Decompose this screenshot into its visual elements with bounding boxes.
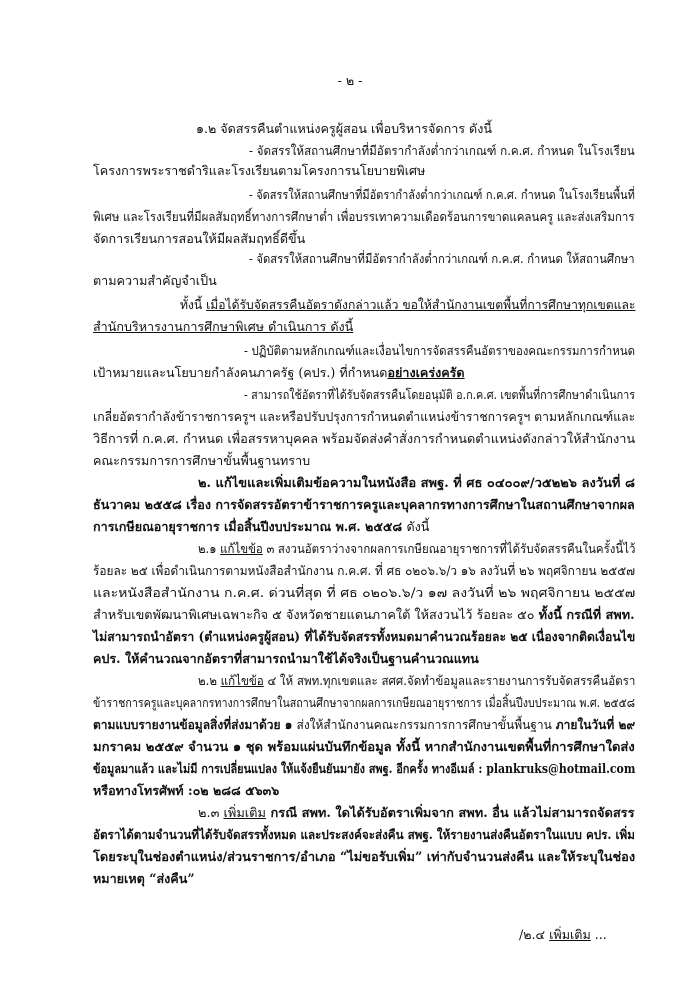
- text-segment: อัตราได้ตามจำนวนที่ได้รับจัดสรรทั้งหมด และประสงค์จะส่งคืน สพฐ. ให้รายงานส่งคืนอัตราในแบบ คปร. เพิ่ม: [93, 827, 635, 842]
- text-line: [93, 870, 195, 888]
- text-segment: - จัดสรรให้สถานศึกษาที่มีอัตรากำลังต่ำกว่าเกณฑ์ ก.ค.ศ. กำหนด ในโรงเรียนพื้นที่: [249, 187, 635, 202]
- page-number: - ๒ -: [337, 73, 363, 88]
- text-line: [244, 386, 635, 404]
- text-segment: แก้ไขข้อ: [220, 541, 263, 556]
- text-line: [198, 540, 635, 558]
- text-segment: วิธีการที่ ก.ค.ศ. กำหนด เพื่อสรรหาบุคคล พร้อมจัดส่งคำสั่งการกำหนดตำแหน่งดังกล่าวให้สำนักงาน: [93, 431, 636, 446]
- text-segment: เพิ่มเติม: [549, 927, 591, 942]
- text-segment: เป้าหมายและนโยบายกำลังคนภาครัฐ (คปร.) ที่กำหนด: [93, 365, 388, 380]
- text-segment: ดังนี้: [406, 519, 430, 534]
- text-line: [93, 318, 353, 336]
- text-line: [93, 562, 635, 580]
- text-line: [249, 186, 635, 204]
- text-segment: ตามแบบรายงานข้อมูลสิ่งที่ส่งมาด้วย ๑: [93, 717, 297, 732]
- text-segment: ทั้งนี้: [180, 297, 207, 312]
- text-segment: ๔ ให้ สพท.ทุกเขตและ สศศ.จัดทำข้อมูลและรายงานการรับจัดสรรคืนอัตรา: [263, 673, 636, 688]
- text-segment: อย่างเคร่งครัด: [387, 365, 465, 380]
- text-segment: เกลี่ยอัตรากำลังข้าราชการครูฯ และหรือปรับปรุงการกำหนดตำแหน่งข้าราชการครูฯ ตามหลักเกณฑ์และ: [93, 409, 636, 424]
- text-line: [93, 364, 465, 382]
- text-segment: คปร. ให้คำนวณจากอัตราที่สามารถนำมาใช้ได้จริงเป็นฐานคำนวณแทน: [93, 651, 479, 666]
- text-line: [198, 474, 635, 492]
- text-line: [93, 716, 635, 734]
- text-segment: สำหรับเขตพัฒนาพิเศษเฉพาะกิจ ๕ จังหวัดชายแดนภาคใต้ ให้สงวนไว้ ร้อยละ ๕๐: [93, 607, 539, 622]
- text-segment: ๑.๒ จัดสรรคืนตำแหน่งครูผู้สอน เพื่อบริหารจัดการ ดังนี้: [196, 121, 492, 136]
- text-line: [93, 848, 635, 866]
- text-segment: การเกษียณอายุราชการ เมื่อสิ้นปีงบประมาณ พ.ศ. ๒๕๕๘: [93, 519, 407, 534]
- text-line: [93, 650, 479, 668]
- text-line: [249, 250, 635, 268]
- text-line: [93, 208, 635, 226]
- text-line: [196, 120, 492, 138]
- text-line: [93, 496, 635, 514]
- text-line: [249, 142, 635, 160]
- text-segment: กรณี สพท. ใดได้รับอัตราเพิ่มจาก สพท. อื่น แล้วไม่สามารถจัดสรร: [266, 805, 635, 820]
- text-line: [93, 584, 635, 602]
- text-segment: ๓ สงวนอัตราว่างจากผลการเกษียณอายุราชการที่ได้รับจัดสรรคืนในครั้งนี้ไว้: [262, 541, 636, 556]
- text-segment: พิเศษ และโรงเรียนที่มีผลสัมฤทธิ์ทางการศึกษาต่ำ เพื่อบรรเทาความเดือดร้อนการขาดแคลนครู และส่งเสริมการ: [93, 209, 635, 224]
- text-segment: เมื่อได้รับจัดสรรคืนอัตราดังกล่าวแล้ว ขอให้สำนักงานเขตพื้นที่การศึกษาทุกเขตและ: [206, 297, 636, 312]
- text-line: [93, 738, 635, 756]
- text-segment: เพิ่มเติม: [223, 805, 267, 820]
- text-segment: โดยระบุในช่องตำแหน่ง/ส่วนราชการ/อำเภอ “ไม่ขอรับเพิ่ม” เท่ากับจำนวนส่งคืน และให้ระบุในช่อง: [93, 849, 636, 864]
- text-segment: - จัดสรรให้สถานศึกษาที่มีอัตรากำลังต่ำกว่าเกณฑ์ ก.ค.ศ. กำหนด ในโรงเรียน: [249, 143, 635, 158]
- text-line: [93, 452, 310, 470]
- text-segment: ตามความสำคัญจำเป็น: [93, 273, 217, 288]
- text-line: [93, 694, 635, 712]
- text-line: [93, 408, 635, 426]
- text-segment: และหนังสือสำนักงาน ก.ค.ศ. ด่วนที่สุด ที่ ศธ ๐๒๐๖.๖/ว ๑๗ ลงวันที่ ๒๖ พฤศจิกายน ๒๕๕๗: [93, 585, 636, 600]
- text-segment: ๒. แก้ไขและเพิ่มเติมข้อความในหนังสือ สพฐ. ที่ ศธ ๐๔๐๐๙/ว๕๒๒๖ ลงวันที่ ๘: [198, 475, 635, 490]
- text-segment: - ปฏิบัติตามหลักเกณฑ์และเงื่อนไขการจัดสรรคืนอัตราของคณะกรรมการกำหนด: [244, 343, 636, 358]
- text-segment: ส่งให้สำนักงานคณะกรรมการการศึกษาขั้นพื้นฐาน: [296, 717, 556, 732]
- text-segment: - สามารถใช้อัตราที่ได้รับจัดสรรคืนโดยอนุมัติ อ.ก.ค.ศ. เขตพื้นที่การศึกษาดำเนินการ: [244, 387, 636, 402]
- text-line: [244, 342, 635, 360]
- text-segment: ไม่สามารถนำอัตรา (ตำแหน่งครูผู้สอน) ที่ได้รับจัดสรรทั้งหมดมาคำนวณร้อยละ ๒๕ เนื่องจากติดเงื่อนไข: [93, 629, 636, 644]
- text-line: [93, 162, 425, 180]
- text-segment: มกราคม ๒๕๕๙ จำนวน ๑ ชุด พร้อมแผ่นบันทึกข้อมูล ทั้งนี้ หากสำนักงานเขตพื้นที่การศึกษาใดส่ง: [93, 739, 635, 754]
- text-segment: สำนักบริหารงานการศึกษาพิเศษ ดำเนินการ ดังนี้: [93, 319, 354, 334]
- text-segment: - จัดสรรให้สถานศึกษาที่มีอัตรากำลังต่ำกว่าเกณฑ์ ก.ค.ศ. กำหนด ให้สถานศึกษา: [249, 251, 635, 266]
- text-segment: ร้อยละ ๒๕ เพื่อดำเนินการตามหนังสือสำนักงาน ก.ค.ศ. ที่ ศธ ๐๒๐๖.๖/ว ๑๖ ลงวันที่ ๒๖ พฤศจิกายน ๒๕๕๗: [93, 563, 636, 578]
- text-segment: คณะกรรมการการศึกษาขั้นพื้นฐานทราบ: [93, 453, 311, 468]
- text-segment: ๒.๓: [198, 805, 224, 820]
- text-segment: ธันวาคม ๒๕๕๘ เรื่อง การจัดสรรอัตราข้าราชการครูและบุคลากรทางการศึกษาในสถานศึกษาจากผล: [93, 497, 635, 512]
- text-line: [93, 606, 635, 624]
- text-segment: ทั้งนี้ กรณีที่ สพท.: [538, 607, 635, 622]
- text-segment: ข้อมูลมาแล้ว และไม่มี การเปลี่ยนแปลง ให้แจ้งยืนยันมายัง สพฐ. อีกครั้ง ทางอีเมล์ : plankruks@hotmail.com: [93, 761, 636, 776]
- text-line: [93, 518, 429, 536]
- text-segment: หรือทางโทรศัพท์ :๐๒ ๒๘๘ ๕๖๓๖: [93, 783, 280, 798]
- text-line: [93, 430, 635, 448]
- text-line: [93, 628, 635, 646]
- text-segment: ๒.๒: [198, 673, 221, 688]
- text-segment: ข้าราชการครูและบุคลากรทางการศึกษาในสถานศึกษาจากผลการเกษียณอายุราชการ เมื่อสิ้นปีงบประมาณ พ.ศ. ๒๕๕๘: [93, 695, 635, 710]
- text-line: [93, 760, 635, 778]
- text-segment: แก้ไขข้อ: [220, 673, 264, 688]
- text-line: [198, 804, 635, 822]
- text-line: [93, 230, 305, 248]
- text-line: [519, 926, 607, 944]
- text-segment: โครงการพระราชดำริและโรงเรียนตามโครงการนโยบายพิเศษ: [93, 163, 426, 178]
- text-line: [93, 782, 279, 800]
- text-line: [93, 272, 217, 290]
- text-line: [198, 672, 635, 690]
- text-line: [93, 826, 635, 844]
- text-segment: จัดการเรียนการสอนให้มีผลสัมฤทธิ์ดีขึ้น: [93, 231, 306, 246]
- text-segment: ๒.๑: [198, 541, 221, 556]
- text-segment: ภายในวันที่ ๒๙: [555, 717, 636, 732]
- text-line: [180, 296, 635, 314]
- text-segment: หมายเหตุ “ส่งคืน”: [93, 871, 195, 886]
- text-segment: ...: [590, 927, 607, 942]
- text-segment: /๒.๔: [519, 927, 550, 942]
